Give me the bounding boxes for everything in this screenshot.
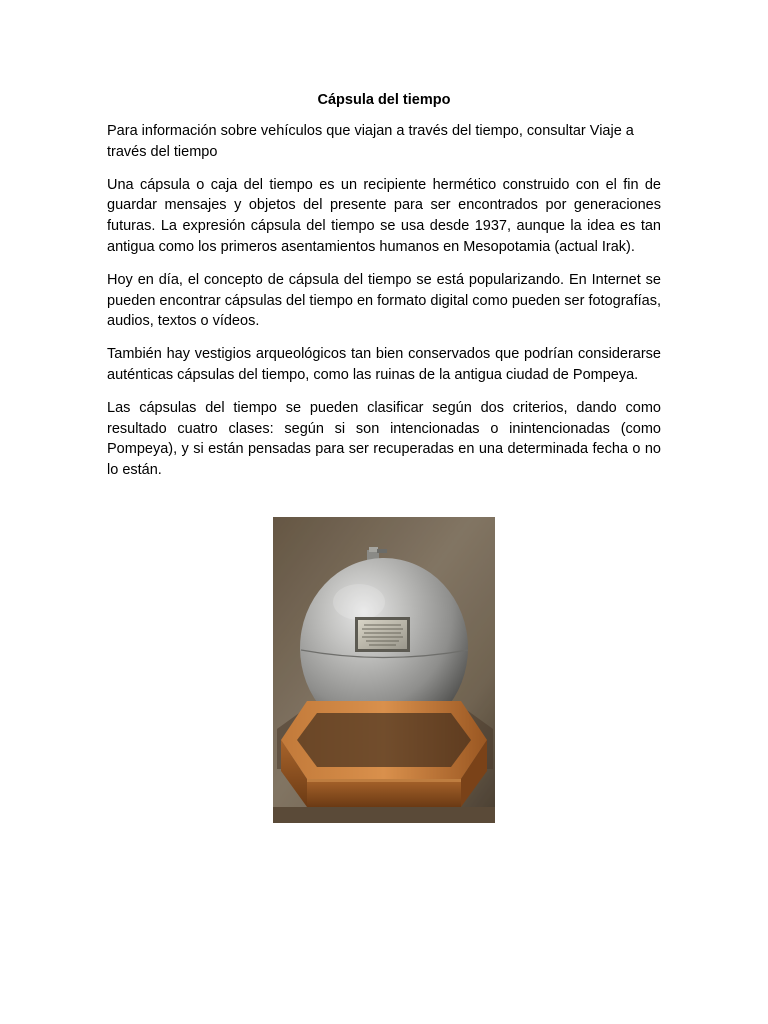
page-title: Cápsula del tiempo [317, 92, 451, 108]
time-capsule-photo [273, 517, 495, 823]
document-page [107, 90, 661, 493]
classification-paragraph: Las cápsulas del tiempo se pueden clasificar según dos criterios, dando como resultado cuatro clases: según si son intencionadas o inintencionadas (como Pompeya), y si están pensadas para ser recuperadas en una determinada fecha o no lo están. [107, 399, 661, 479]
definition-paragraph: Una cápsula o caja del tiempo es un recipiente hermético construido con el fin de guardar mensajes y objetos del presente para ser encontrados por generaciones futuras. La expresión cápsula del tiempo se usa desde 1937, aunque la idea es tan antigua como los primeros asentamientos humanos en Mesopotamia (actual Irak). [107, 176, 661, 255]
capsule-plaque [355, 617, 410, 652]
intro-paragraph: Para información sobre vehículos que viajan a través del tiempo, consultar Viaje a través del tiempo [107, 123, 634, 160]
wooden-stand [273, 701, 495, 823]
archaeology-paragraph: También hay vestigios arqueológicos tan bien conservados que podrían considerarse auténticas cápsulas del tiempo, como las ruinas de la antigua ciudad de Pompeya. [107, 346, 661, 383]
internet-paragraph: Hoy en día, el concepto de cápsula del tiempo se está popularizando. En Internet se pueden encontrar cápsulas del tiempo en formato digital como pueden ser fotografías, audios, textos o vídeos. [107, 271, 661, 330]
